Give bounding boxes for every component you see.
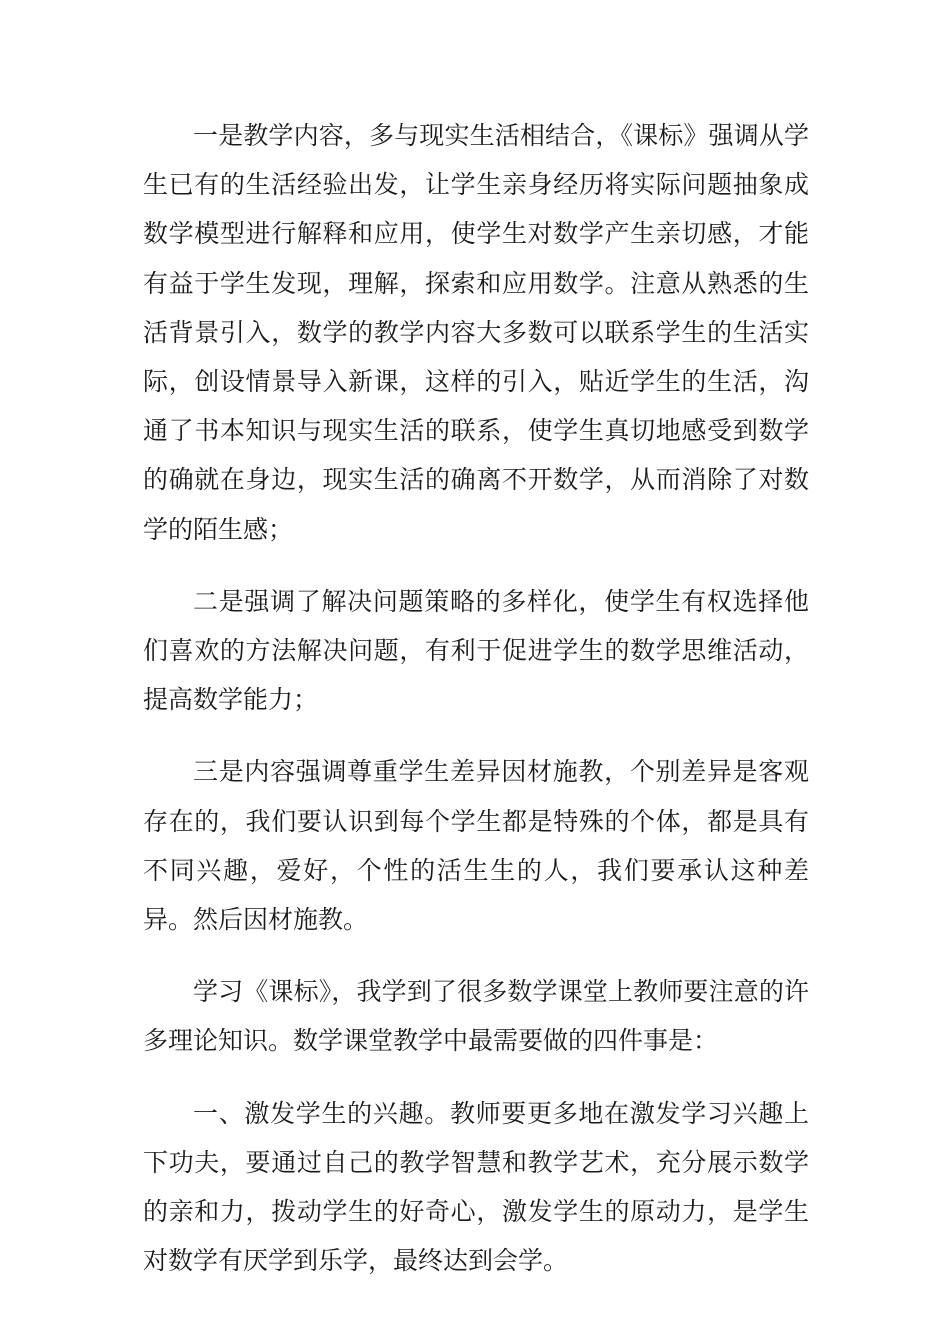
paragraph-3: 三是内容强调尊重学生差异因材施教，个别差异是客观存在的，我们要认识到每个学生都是特殊的个体，都是具有不同兴趣，爱好，个性的活生生的人，我们要承认这种差异。然后因材施教。 [143,757,809,935]
paragraph-4: 学习《课标》，我学到了很多数学课堂上教师要注意的许多理论知识。数学课堂教学中最需要做的四件事是： [143,977,809,1056]
document-body [143,111,809,1308]
paragraph-2: 二是强调了解决问题策略的多样化，使学生有权选择他们喜欢的方法解决问题，有利于促进学生的数学思维活动，提高数学能力； [143,586,809,715]
paragraph-5: 一、激发学生的兴趣。教师要更多地在激发学习兴趣上下功夫，要通过自己的教学智慧和教学艺术，充分展示数学的亲和力，拨动学生的好奇心，激发学生的原动力，是学生对数学有厌学到乐学，最终达到会学。 [143,1098,809,1276]
paragraph-1: 一是教学内容，多与现实生活相结合，《课标》强调从学生已有的生活经验出发，让学生亲身经历将实际问题抽象成数学模型进行解释和应用，使学生对数学产生亲切感，才能有益于学生发现，理解，探索和应用数学。注意从熟悉的生活背景引入，数学的教学内容大多数可以联系学生的生活实际，创设情景导入新课，这样的引入，贴近学生的生活，沟通了书本知识与现实生活的联系，使学生真切地感受到数学的确就在身边，现实生活的确离不开数学，从而消除了对数学的陌生感； [143,121,809,544]
